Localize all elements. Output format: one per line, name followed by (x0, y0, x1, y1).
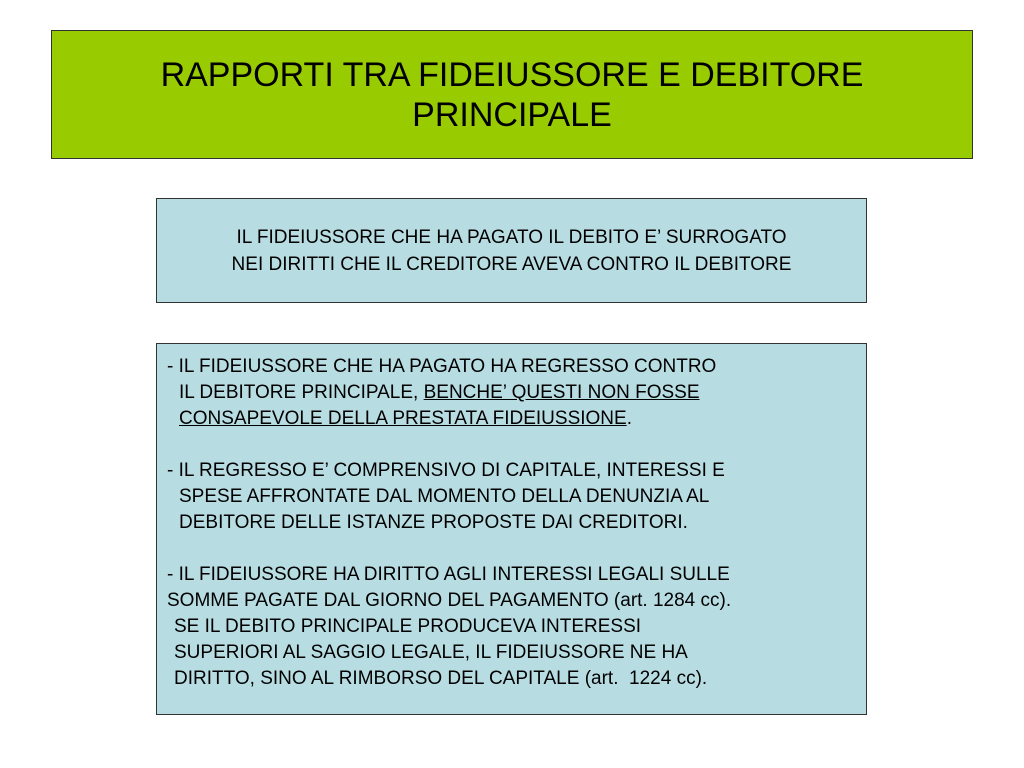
p1-line-3 (167, 406, 866, 432)
p3-line-4: SUPERIORI AL SAGGIO LEGALE, IL FIDEIUSSORE NE HA (174, 642, 688, 663)
p3-line-3: SE IL DEBITO PRINCIPALE PRODUCEVA INTERESSI (174, 616, 642, 637)
p1-line-3-end: . (626, 408, 632, 429)
regress-paragraph-1 (167, 354, 866, 432)
p3-line-1: - IL FIDEIUSSORE HA DIRITTO AGLI INTERESSI LEGALI SULLE (167, 564, 730, 585)
p1-line-2 (167, 380, 866, 406)
regress-paragraph-2 (167, 458, 866, 536)
p2-line-1: - IL REGRESSO E’ COMPRENSIVO DI CAPITALE, INTERESSI E (167, 460, 725, 481)
title-box (51, 30, 973, 159)
p3-line-5: DIRITTO, SINO AL RIMBORSO DEL CAPITALE (art. 1224 cc). (174, 668, 708, 689)
p2-line-2: SPESE AFFRONTATE DAL MOMENTO DELLA DENUNZIA AL (179, 486, 710, 507)
paragraph-gap (167, 432, 866, 458)
p1-line-1: - IL FIDEIUSSORE CHE HA PAGATO HA REGRESSO CONTRO (167, 356, 717, 377)
p1-line-2-underlined: BENCHE’ QUESTI NON FOSSE (423, 382, 700, 403)
slide-title (102, 55, 922, 135)
title-line-1: RAPPORTI TRA FIDEIUSSORE E DEBITORE (160, 55, 864, 94)
regress-paragraph-3 (167, 562, 866, 692)
surrogation-line-1: IL FIDEIUSSORE CHE HA PAGATO IL DEBITO E’ SURROGATO (236, 226, 787, 248)
p2-line-3: DEBITORE DELLE ISTANZE PROPOSTE DAI CREDITORI. (179, 512, 688, 533)
surrogation-box (156, 198, 867, 303)
regress-box (156, 343, 867, 715)
p1-line-3-underlined: CONSAPEVOLE DELLA PRESTATA FIDEIUSSIONE (179, 408, 627, 429)
title-line-2: PRINCIPALE (412, 95, 612, 134)
p1-line-2-plain: IL DEBITORE PRINCIPALE, (179, 382, 424, 403)
paragraph-gap (167, 536, 866, 562)
surrogation-text (167, 224, 857, 278)
p3-line-2: SOMME PAGATE DAL GIORNO DEL PAGAMENTO (art. 1284 cc). (167, 590, 732, 611)
surrogation-line-2: NEI DIRITTI CHE IL CREDITORE AVEVA CONTRO IL DEBITORE (231, 253, 792, 275)
